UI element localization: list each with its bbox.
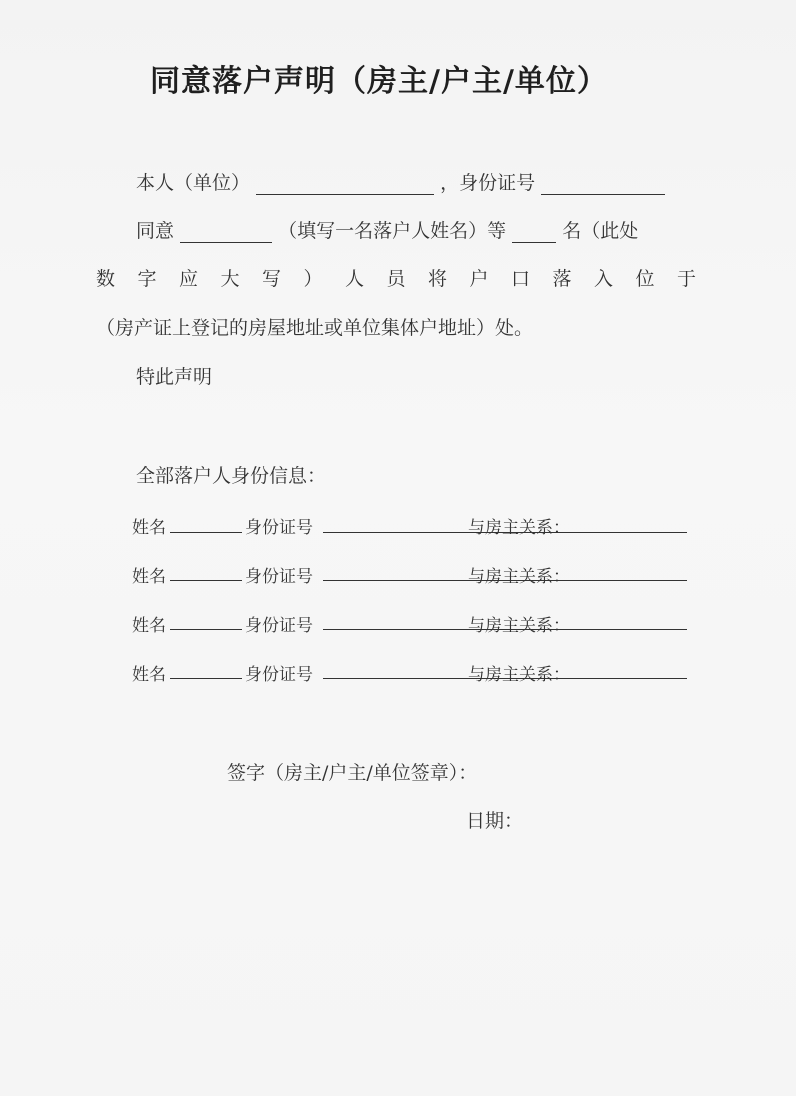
settler-name-label: 姓名 (132, 567, 166, 587)
declaration-line-2 (136, 216, 638, 243)
agree-label: 同意 (136, 220, 175, 242)
declaration-line-3: 数字应大写）人员将户口落入位于 (96, 268, 719, 290)
declarant-id-label: ，身份证号 (440, 172, 536, 194)
settler-id-label: 身份证号 (245, 616, 313, 636)
declarant-label: 本人（单位） (136, 172, 251, 194)
signature-label: 签字（房主/户主/单位签章）： (227, 762, 478, 784)
declaration-line-4: （房产证上登记的房屋地址或单位集体户地址）处。 (96, 317, 534, 339)
settler-id-label: 身份证号 (245, 518, 313, 538)
settler-relation-label: 与房主关系： (468, 518, 570, 538)
info-section-heading: 全部落户人身份信息： (136, 465, 327, 487)
settler-count-blank[interactable] (512, 222, 556, 243)
settler-id-label: 身份证号 (245, 665, 313, 685)
settler-name-field[interactable] (170, 678, 242, 679)
settler-relation-label: 与房主关系： (468, 616, 570, 636)
settler-name-hint: （填写一名落户人姓名）等 (278, 220, 507, 242)
date-label: 日期： (466, 810, 524, 832)
settler-relation-label: 与房主关系： (468, 567, 570, 587)
declaration-closing: 特此声明 (136, 366, 213, 388)
count-hint: 名（此处 (562, 220, 639, 242)
settler-relation-label: 与房主关系： (468, 665, 570, 685)
settler-name-field[interactable] (170, 629, 242, 630)
settler-name-label: 姓名 (132, 665, 166, 685)
document-title: 同意落户声明（房主/户主/单位） (150, 64, 608, 99)
settler-name-blank[interactable] (180, 222, 272, 243)
declarant-id-blank[interactable] (541, 174, 665, 195)
settler-name-field[interactable] (170, 580, 242, 581)
settler-name-label: 姓名 (132, 518, 166, 538)
declarant-name-blank[interactable] (256, 174, 434, 195)
settler-name-field[interactable] (170, 532, 242, 533)
settler-name-label: 姓名 (132, 616, 166, 636)
settler-id-label: 身份证号 (245, 567, 313, 587)
declaration-line-1 (136, 168, 665, 195)
